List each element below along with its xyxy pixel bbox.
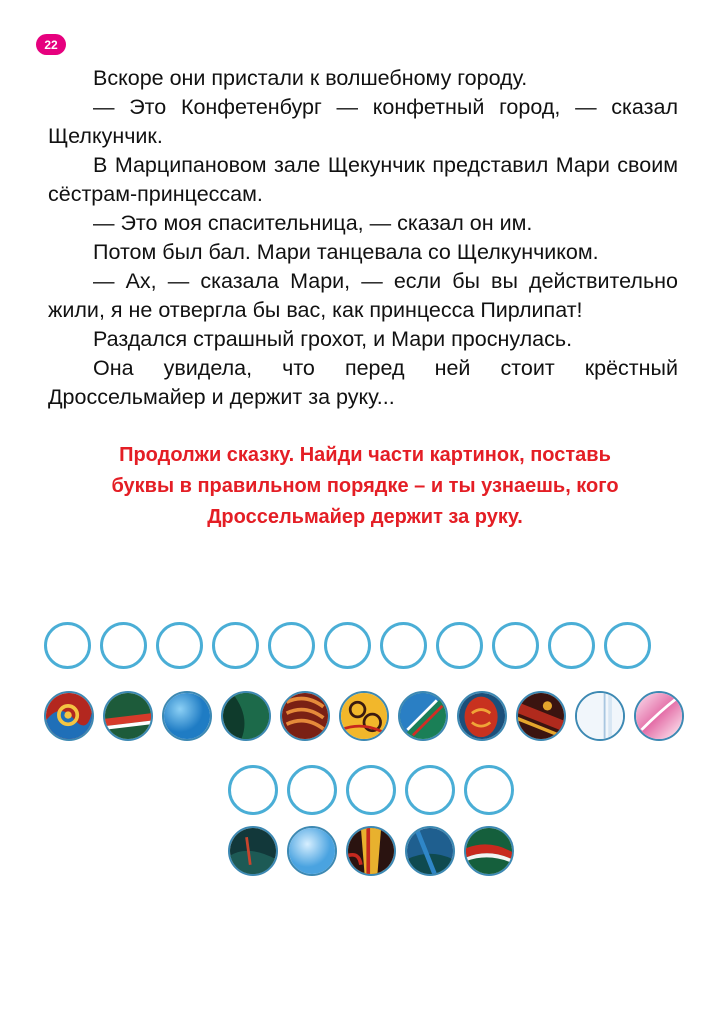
task-line: Продолжи сказку. Найди части картинок, поставь: [119, 444, 611, 466]
picture-piece-dark-green: [221, 691, 271, 741]
answer-circle[interactable]: [405, 765, 455, 815]
answer-circle[interactable]: [548, 622, 595, 669]
picture-piece-blue-green: [398, 691, 448, 741]
story-paragraph: Она увидела, что перед ней стоит крёстный Дроссельмайер и держит за руку...: [48, 356, 678, 409]
answer-circle[interactable]: [228, 765, 278, 815]
story-paragraph: В Марципановом зале Щекунчик представил Мари своим сёстрам-принцессам.: [48, 153, 678, 206]
picture-piece-green-stripe: [103, 691, 153, 741]
answer-circle[interactable]: [44, 622, 91, 669]
picture-piece-swirl: [44, 691, 94, 741]
answer-circle[interactable]: [464, 765, 514, 815]
story-paragraph: — Ах, — сказала Мари, — если бы вы действительно жили, я не отвергла бы вас, как принцесса Пирлипат!: [48, 269, 678, 322]
picture-piece-gold-crown: [346, 826, 396, 876]
task-line: буквы в правильном порядке – и ты узнаешь, кого: [111, 475, 619, 497]
picture-pieces-row-1: [44, 691, 684, 741]
picture-piece-gold-ornament: [339, 691, 389, 741]
picture-piece-white-blue: [575, 691, 625, 741]
answer-circle[interactable]: [346, 765, 396, 815]
answer-circle[interactable]: [212, 622, 259, 669]
answer-row-1: [44, 622, 651, 669]
answer-circle[interactable]: [287, 765, 337, 815]
task-instruction: [40, 440, 690, 533]
answer-row-2: [228, 765, 514, 815]
picture-piece-blue-sky: [162, 691, 212, 741]
picture-piece-dark-red-gold: [516, 691, 566, 741]
picture-pieces-row-2: [228, 826, 514, 876]
page-number-badge: [36, 34, 66, 55]
picture-piece-light-blue: [287, 826, 337, 876]
answer-circle[interactable]: [492, 622, 539, 669]
picture-piece-blue-teal: [405, 826, 455, 876]
answer-circle[interactable]: [156, 622, 203, 669]
story-paragraph: Вскоре они пристали к волшебному городу.: [93, 66, 528, 90]
picture-piece-red-face: [457, 691, 507, 741]
picture-piece-wood-grain: [280, 691, 330, 741]
answer-circle[interactable]: [380, 622, 427, 669]
story-paragraph: Раздался страшный грохот, и Мари проснулась.: [93, 327, 573, 351]
story-paragraph: Потом был бал. Мари танцевала со Щелкунчиком.: [93, 240, 599, 264]
story-paragraph: — Это Конфетенбург — конфетный город, — сказал Щелкунчик.: [48, 95, 678, 148]
answer-circle[interactable]: [324, 622, 371, 669]
answer-circle[interactable]: [436, 622, 483, 669]
picture-piece-pink-white: [634, 691, 684, 741]
picture-piece-dark-teal: [228, 826, 278, 876]
answer-circle[interactable]: [268, 622, 315, 669]
picture-piece-green-red: [464, 826, 514, 876]
story-paragraph: — Это моя спасительница, — сказал он им.: [93, 211, 533, 235]
story-text: [48, 64, 678, 412]
page-number: 22: [44, 37, 58, 52]
answer-circle[interactable]: [100, 622, 147, 669]
task-line: Дроссельмайер держит за руку.: [207, 506, 523, 528]
answer-circle[interactable]: [604, 622, 651, 669]
